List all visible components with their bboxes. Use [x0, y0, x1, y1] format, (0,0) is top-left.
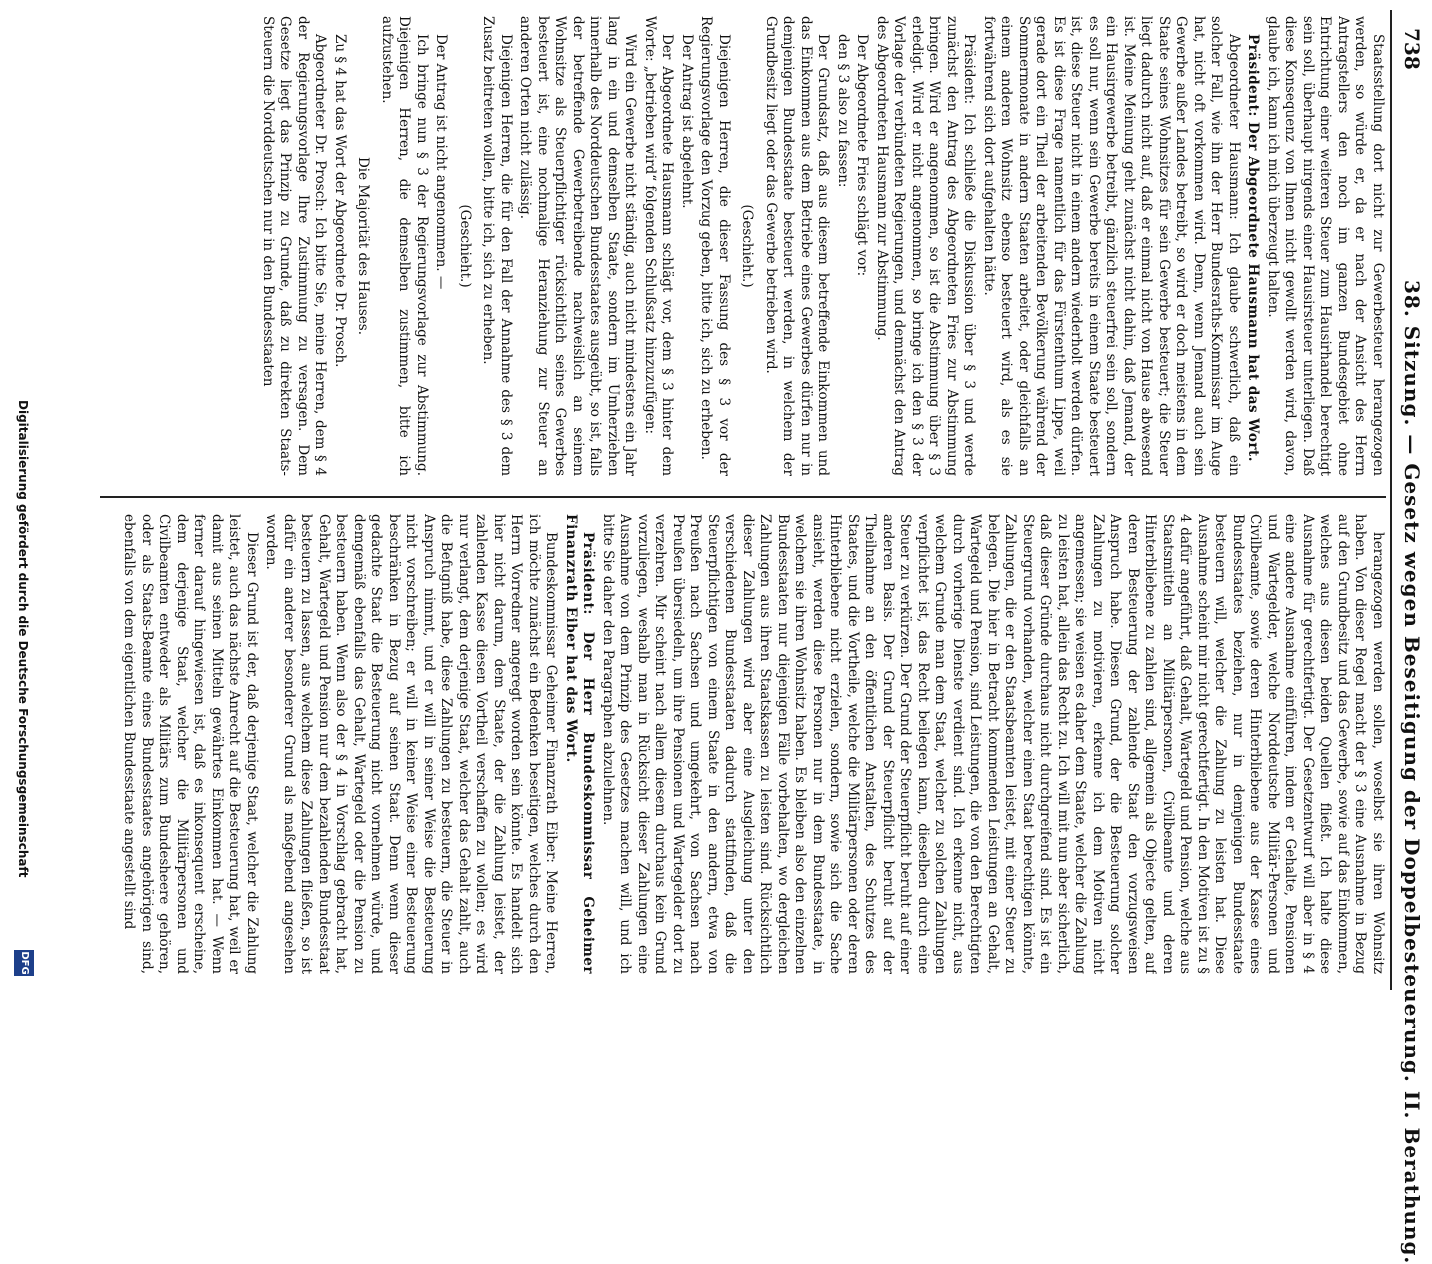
- paragraph: Diejenigen Herren, die dieser Fassung des § 3 vor der Regierungsvorlage den Vorzug geben, bitte ich, sich zu erheben.: [698, 16, 732, 476]
- paragraph: Der Antrag ist abgelehnt.: [679, 34, 695, 209]
- paragraph: (Geschieht.): [739, 204, 756, 288]
- paragraph: Diejenigen Herren, die für den Fall der Annahme des § 3 dem Zusatz beitreten wollen, bitte ich, sich zu erheben.: [480, 16, 514, 476]
- paragraph: Der Grundsatz, daß aus diesem betreffende Einkommen und das Einkommen aus dem Betriebe eines Gewerbes dürfen nur in demjenigen Bundesstaate besteuert werden, in welchem der Grundbesitz liegt oder das Gewerbe betrieben wird.: [763, 16, 832, 476]
- paragraph: Abgeordneter Hausmann: Ich glaube schwerlich, daß ein solcher Fall, wie ihn der Herr Bundesraths-Kommissar im Auge hat, nicht oft vorkommen wird. Denn, wenn Jemand auch sein Gewerbe außer Landes betreibt, so wird er doch meistens in dem Staate seines Wohnsitzes für sein Gewerbe besteuert; die Steuer liegt dadurch nicht auf, daß er einmal nicht von Hause abwesend ist. Meine Meinung geht zunächst nicht dahin, daß Jemand, der ein Hausirgewerbe betreibt, gänzlich steuerfrei sein soll, sondern es soll nur, wenn sein Gewerbe bereits in einem Staate besteuert ist, diese Steuer nicht in einem andern wiederholt werden dürfen. Es ist diese Frage namentlich für das Fürstenthum Lippe, weil gerade dort ein Theil der arbeitenden Bevölkerung während der Sommermonate in andern Staaten arbeitet, oder gleichfalls an einem anderen Wohnsitz ebenso besteuert wird, als es sie fortwährend sich dort aufgehalten hätte.: [981, 16, 1242, 476]
- paragraph: Ich bringe nun § 3 der Regierungsvorlage zur Abstimmung. Diejenigen Herren, die demselben zustimmen, bitte ich aufzustehen.: [379, 16, 430, 476]
- paragraph: Der Abgeordnete Hausmann schlägt vor, dem § 3 hinter dem Worte: „betrieben wird“ folgenden Schlußsatz hinzuzufügen:: [642, 16, 676, 476]
- paragraph: Staatsstellung dort nicht zur Gewerbesteuer herangezogen werden, so würde er, da er nach der Ansicht des Herrn Antragstellers den noch im ganzen Bundesgebiet ohne Entrichtung einer weiteren Steuer zum Hausirhandel berechtigt sein soll, überhaupt nirgends einer Hausirsteuer unterliegen. Daß diese Konsequenz von Ihnen nicht gewollt werden wird, davon, glaube ich, kann ich mich überzeugt halten.: [1265, 16, 1386, 476]
- paragraph: herangezogen werden sollen, woselbst sie ihren Wohnsitz haben. Von dieser Regel macht der § 3 eine Ausnahme in Bezug auf den Grundbesitz und das Gewerbe, sowie auf das Einkommen, welches aus diesen beiden Quellen fließt. Ich halte diese Ausnahme für gerechtfertigt. Der Gesetzentwurf will aber in § 4 eine andere Ausnahme einführen, indem er Gehalte, Pensionen und Wartegelder, welche Norddeutsche Militär-Personen und Civilbeamte, sowie deren Hinterbliebene aus der Kasse eines Bundesstaates beziehen, nur in demjenigen Bundesstaate besteuern will, welcher die Zahlung zu leisten hat. Diese Ausnahme scheint mir nicht gerechtfertigt. In den Motiven ist zu § 4 dafür angeführt, daß Gehalt, Wartegeld und Pension, welche aus Staatsmitteln an Militärpersonen, Civilbeamte und deren Hinterbliebene zu zahlen sind, allgemein als Objecte gelten, auf deren Besteuerung der zahlende Staat den vorzugsweisen Anspruch habe. Diesen Grund, der die Besteuerung solcher Zahlungen zu motivieren, erkenne ich dem Motiven nicht angemessen; sie weisen es daher dem Staate, welcher die Zahlung zu leisten hat, allein das Recht zu. Ich will mit nun aber sicherlich, daß dieser Gründe durchaus nicht durchgreifend sind. Es ist ein Steuergrund vorhanden, welcher einen Staat berechtigen könnte, Zahlungen, die er den Staatsbeamten leistet, mit einer Steuer zu belegen. Die hier in Betracht kommenden Leistungen an Gehalt, Wartegeld und Pension, sind Leistungen, die von den Berechtigten durch vorherige Dienste verdient sind. Ich erkenne nicht, aus welchem Grunde man dem Staat, welcher zu solchen Zahlungen verpflichtet ist, das Recht beilegen kann, dieselben durch eine Steuer zu verkürzen. Der Grund der Steuerpflicht beruht auf einer anderen Basis. Der Grund der Steuerpflicht beruht auf der Theilnahme an den öffentlichen Anstalten, des Schutzes des Staates, und die Vortheile, welche die Militärpersonen oder deren Hinterbliebene nicht erzielen, sondern, sowie sich die Sache ansieht, werden diese Personen nur in dem Bundesstaate, in welchem sie ihren Wohnsitz haben. Es bleiben also den einzelnen Bundesstaaten nur diejenigen Fälle vorbehalten, wo dergleichen Zahlungen aus ihren Staatskassen zu leisten sind. Rücksichtlich dieser Zahlungen wird aber eine Ausgleichung unter den verschiedenen Bundesstaaten dadurch stattfinden, daß die Steuerpflichtigen von einem Staate in den andern, etwa von Preußen nach Sachsen und umgekehrt, von Sachsen nach Preußen übersiedeln, um ihre Pensionen und Wartegelder dort zu verzehren. Mir scheint nach allem diesem durchaus kein Grund vorzuliegen, weshalb man in Rücksicht dieser Zahlungen eine Ausnahme von dem Prinzip des Gesetzes machen will, und ich bitte Sie daher den Paragraphen abzulehnen.: [600, 514, 1386, 974]
- dfg-logo: DFG: [14, 950, 34, 976]
- paragraph: Präsident: Der Abgeordnete Hausmann hat das Wort.: [1245, 34, 1262, 462]
- text-column-left: [90, 16, 1386, 476]
- digitization-note: Digitalisierung gefördert durch die Deutsche Forschungsgemeinschaft: [16, 400, 30, 878]
- paragraph: Dieser Grund ist der, daß derjenige Staat, welcher die Zahlung leistet, auch das nächste Anrecht auf die Besteuerung hat, weil er damit aus seinen Mitteln gewährtes Einkommen hat. — Wenn ferner darauf hingewiesen ist, daß es inkonsequent erscheine, dem derjenige Staat, welcher die Militärpersonen und Civilbeamten entweder als Militärs zum Bundesheere gehören, oder als Staats-Beamte eines Bundesstaates angehörigen sind, ebenfalls von dem eigentlichen Bundesstaate angestellt sind: [121, 514, 260, 974]
- page-header: [1392, 0, 1432, 1264]
- page-footer: [0, 0, 40, 1000]
- paragraph: Zu § 4 hat das Wort der Abgeordnete Dr. Prosch.: [332, 34, 348, 368]
- paragraph: Präsident: Der Herr Bundeskommissar Geheimer Finanzrath Eiber hat das Wort.: [563, 514, 597, 974]
- paragraph: den § 3 also zu fassen:: [835, 34, 851, 188]
- paragraph: Präsident: Ich schließe die Diskussion über § 3 und werde zunächst den Antrag des Abgeordneten Fries zur Abstimmung bringen. Wird er angenommen, so ist die Abstimmung über § 3 erledigt. Wird er nicht angenommen, so bringe ich den § 3 der Vorlage der verbündeten Regierungen, und demnächst den Antrag des Abgeordneten Hausmann zur Abstimmung.: [874, 16, 978, 476]
- paragraph: Bundeskommissar Geheimer Finanzrath Eiber: Meine Herren, ich möchte zunächst ein Bedenken beseitigen, welches durch den Herrn Vorredner angeregt worden sein könnte. Es handelt sich hier nicht darum, dem Staate, der die Zahlung leistet, der zahlenden Kasse diesen Vortheil verschaffen zu wollen; es wird nur verlangt, dem derjenige Staat, welcher das Gehalt zahlt, auch die Befugniß habe, diese Zahlungen zu besteuern, die Steuer in Anspruch nimmt, und er will in seiner Weise die Besteuerung nicht vorschreiben; er will in keiner Weise einer Besteuerung beschränken in Bezug auf seinen Staat. Denn wenn dieser gedachte Staat die Besteuerung nicht vornehmen würde, und demgemäß ebenfalls das Gehalt, Wartegeld oder die Pension zu besteuern haben. Wenn also der § 4 in Vorschlag gebracht hat, Gehalt, Wartegeld und Pension nur dem bezahlenden Bundesstaat besteuern zu lassen, aus welchem diese Zahlungen fließen, so ist dafür ein anderer besonderer Grund als maßgebend angesehen worden.: [263, 514, 560, 974]
- paragraph: Wird ein Gewerbe nicht ständig, auch nicht mindestens ein Jahr lang in ein und demselben Staate, sondern im Umherziehen innerhalb des Norddeutschen Bundesstaates ausgeübt, so ist, falls der betreffende Gewerbetreibende nachweislich an seinem Wohnsitze als Steuerpflichtiger rücksichtlich seines Gewerbes besteuert ist, eine nochmalige Heranziehung zur Steuer an anderen Orten nicht zulässig.: [517, 16, 639, 476]
- running-title: 38. Sitzung. — Gesetz wegen Beseitigung der Doppelbesteuerung. II. Berathung.: [1400, 280, 1424, 1264]
- column-divider: [100, 496, 1386, 498]
- paragraph: Der Antrag ist nicht angenommen. —: [433, 34, 450, 290]
- paragraph: Abgeordneter Dr. Prosch: Ich bitte Sie, meine Herren, dem § 4 der Regierungsvorlage Ihre Zustimmung zu versagen. Dem Gesetze liegt das Prinzip zu Grunde, daß zu direkten Staats-Steuern die Norddeutschen nur in den Bundesstaaten: [260, 16, 329, 476]
- text-column-right: [90, 514, 1386, 974]
- paragraph: (Geschieht.): [457, 204, 473, 288]
- paragraph: Die Majorität des Hauses.: [355, 156, 372, 336]
- page-number: 738: [1400, 28, 1424, 70]
- paragraph: Der Abgeordnete Fries schlägt vor:: [854, 34, 871, 277]
- header-rule: [1390, 10, 1392, 990]
